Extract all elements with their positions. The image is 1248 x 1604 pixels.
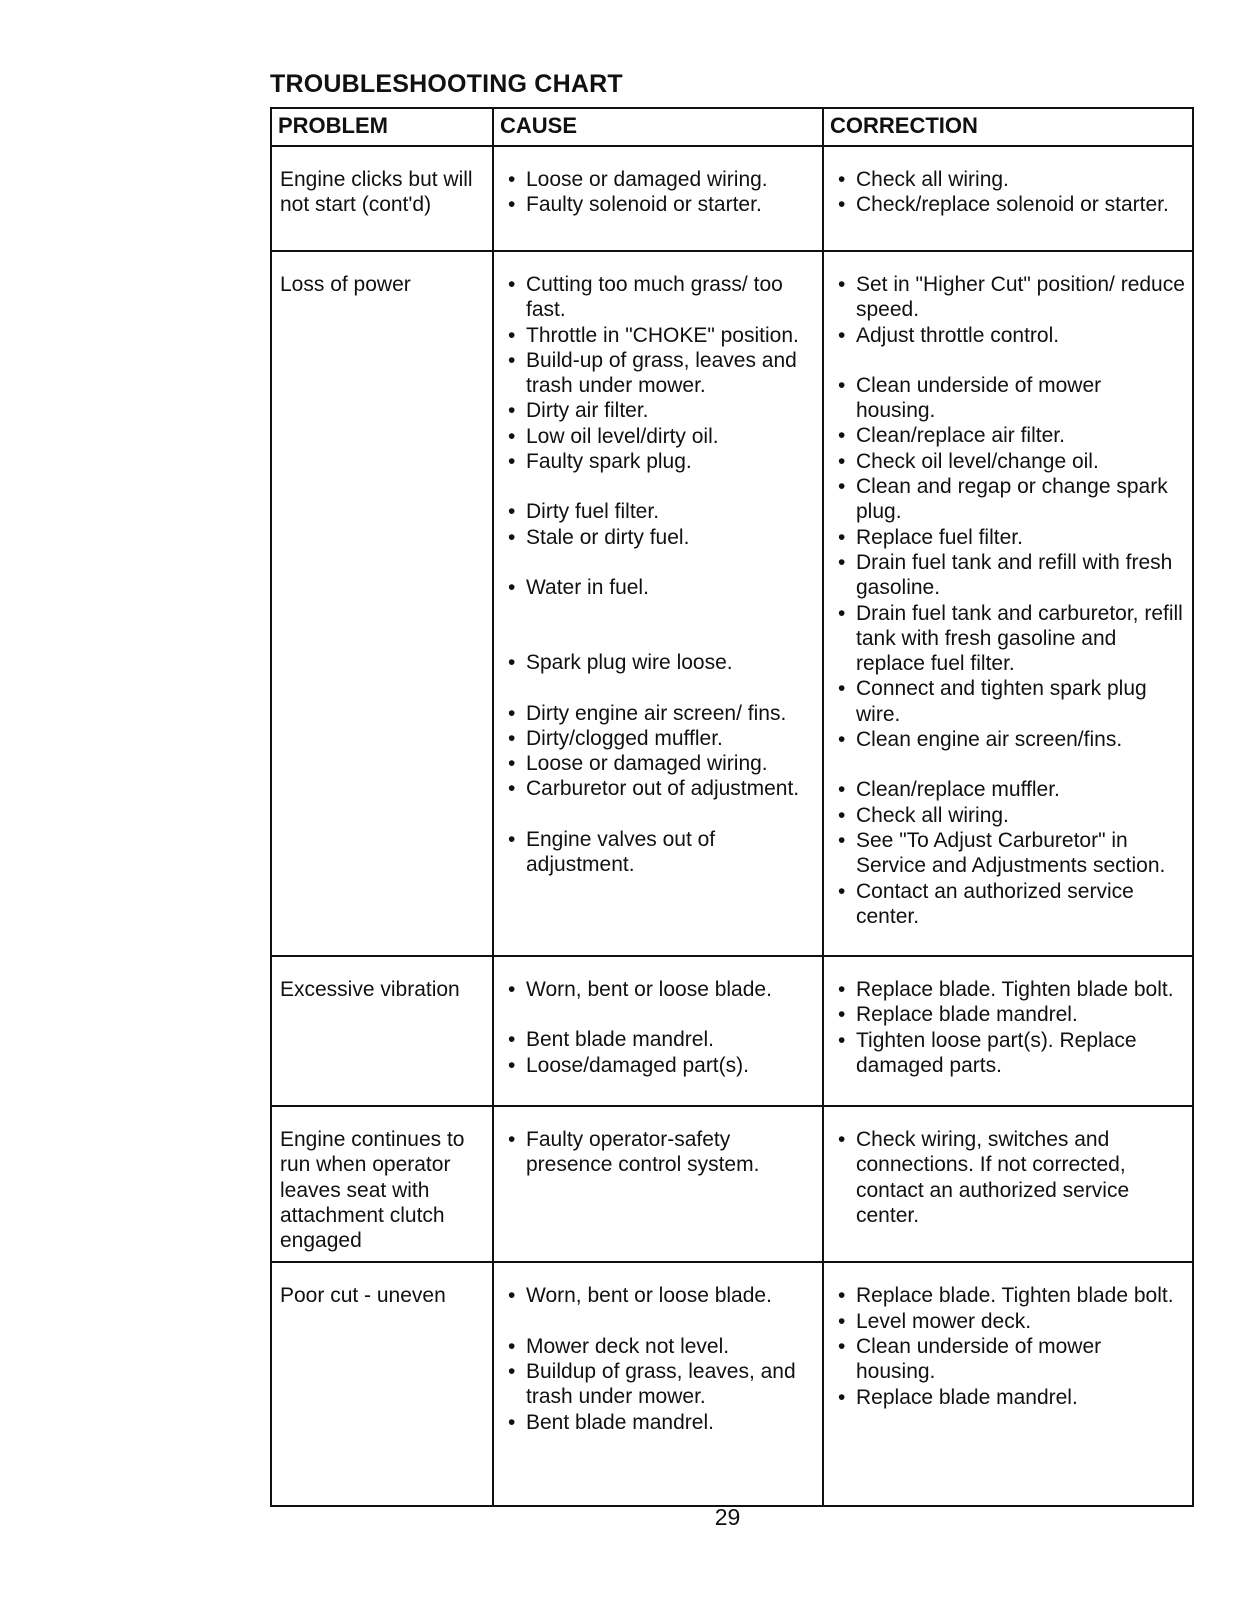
- header-row: [271, 108, 1193, 146]
- cause-cell: [493, 1262, 823, 1506]
- cause-item: • Dirty fuel filter.: [502, 499, 816, 524]
- table-row: [271, 146, 1193, 251]
- header-cause: CAUSE: [493, 108, 823, 146]
- problem-cell: Excessive vibration: [271, 956, 493, 1106]
- table-row: [271, 251, 1193, 956]
- correction-item: • Replace blade. Tighten blade bolt.: [832, 977, 1186, 1002]
- cause-cell: [493, 956, 823, 1106]
- cause-item: • Cutting too much grass/ too fast.: [502, 272, 816, 323]
- cause-cell: [493, 1106, 823, 1262]
- correction-item: • Connect and tighten spark plug wire.: [832, 676, 1186, 727]
- correction-item: • Check all wiring.: [832, 803, 1186, 828]
- problem-cell: Engine clicks but will not start (cont'd): [271, 146, 493, 251]
- cause-item: • Stale or dirty fuel.: [502, 525, 816, 550]
- correction-item: • Check oil level/change oil.: [832, 449, 1186, 474]
- cause-item: • Worn, bent or loose blade.: [502, 977, 816, 1002]
- correction-item: • Clean and regap or change spark plug.: [832, 474, 1186, 525]
- cause-item: • Bent blade mandrel.: [502, 1027, 816, 1052]
- correction-cell: [823, 956, 1193, 1106]
- correction-item: • Drain fuel tank and carburetor, refill tank with fresh gasoline and replace fuel filter.: [832, 601, 1186, 677]
- cause-item: • Loose or damaged wiring.: [502, 751, 816, 776]
- correction-item: • Replace blade mandrel.: [832, 1002, 1186, 1027]
- cause-item: • Loose or damaged wiring.: [502, 167, 816, 192]
- correction-item: • Set in "Higher Cut" position/ reduce speed.: [832, 272, 1186, 323]
- correction-item: • Drain fuel tank and refill with fresh gasoline.: [832, 550, 1186, 601]
- cause-item: • Engine valves out of adjustment.: [502, 827, 816, 878]
- cause-item: • Faulty operator-safety presence control system.: [502, 1127, 816, 1178]
- problem-cell: Poor cut - uneven: [271, 1262, 493, 1506]
- cause-item: • Build-up of grass, leaves and trash under mower.: [502, 348, 816, 399]
- cause-item: • Throttle in "CHOKE" position.: [502, 323, 816, 348]
- table-row: [271, 956, 1193, 1106]
- table-row: [271, 1262, 1193, 1506]
- correction-item: • Replace fuel filter.: [832, 525, 1186, 550]
- cause-item: • Water in fuel.: [502, 575, 816, 600]
- table-row: [271, 1106, 1193, 1262]
- correction-item: • Tighten loose part(s). Replace damaged parts.: [832, 1028, 1186, 1079]
- chart-title: TROUBLESHOOTING CHART: [270, 70, 623, 98]
- correction-cell: [823, 251, 1193, 956]
- header-problem: PROBLEM: [271, 108, 493, 146]
- cause-item: • Low oil level/dirty oil.: [502, 424, 816, 449]
- cause-item: • Spark plug wire loose.: [502, 650, 816, 675]
- cause-item: • Faulty spark plug.: [502, 449, 816, 474]
- cause-item: • Buildup of grass, leaves, and trash under mower.: [502, 1359, 816, 1410]
- correction-cell: [823, 1262, 1193, 1506]
- problem-cell: Loss of power: [271, 251, 493, 956]
- page-number: 29: [714, 1504, 741, 1530]
- correction-item: • Clean/replace muffler.: [832, 777, 1186, 802]
- correction-item: • Check/replace solenoid or starter.: [832, 192, 1186, 217]
- correction-item: • Contact an authorized service center.: [832, 879, 1186, 930]
- problem-cell: Engine continues to run when operator leaves seat with attachment clutch engaged: [271, 1106, 493, 1262]
- correction-item: • Replace blade. Tighten blade bolt.: [832, 1283, 1186, 1308]
- cause-cell: [493, 146, 823, 251]
- correction-item: • Clean underside of mower housing.: [832, 373, 1186, 424]
- cause-item: • Bent blade mandrel.: [502, 1410, 816, 1435]
- correction-item: • Clean underside of mower housing.: [832, 1334, 1186, 1385]
- correction-item: • Check wiring, switches and connections. If not corrected, contact an authorized service center.: [832, 1127, 1186, 1228]
- correction-cell: [823, 146, 1193, 251]
- correction-item: • Level mower deck.: [832, 1309, 1186, 1334]
- correction-item: • Clean engine air screen/fins.: [832, 727, 1186, 752]
- cause-item: • Dirty/clogged muffler.: [502, 726, 816, 751]
- correction-cell: [823, 1106, 1193, 1262]
- correction-item: • Replace blade mandrel.: [832, 1385, 1186, 1410]
- correction-item: • See "To Adjust Carburetor" in Service and Adjustments section.: [832, 828, 1186, 879]
- header-correction: CORRECTION: [823, 108, 1193, 146]
- cause-item: • Carburetor out of adjustment.: [502, 776, 816, 801]
- correction-item: • Check all wiring.: [832, 167, 1186, 192]
- cause-item: • Mower deck not level.: [502, 1334, 816, 1359]
- cause-item: • Loose/damaged part(s).: [502, 1053, 816, 1078]
- troubleshooting-table: [270, 107, 1194, 1507]
- correction-item: • Adjust throttle control.: [832, 323, 1186, 348]
- correction-item: • Clean/replace air filter.: [832, 423, 1186, 448]
- cause-item: • Faulty solenoid or starter.: [502, 192, 816, 217]
- cause-cell: [493, 251, 823, 956]
- cause-item: • Worn, bent or loose blade.: [502, 1283, 816, 1308]
- cause-item: • Dirty air filter.: [502, 398, 816, 423]
- cause-item: • Dirty engine air screen/ fins.: [502, 701, 816, 726]
